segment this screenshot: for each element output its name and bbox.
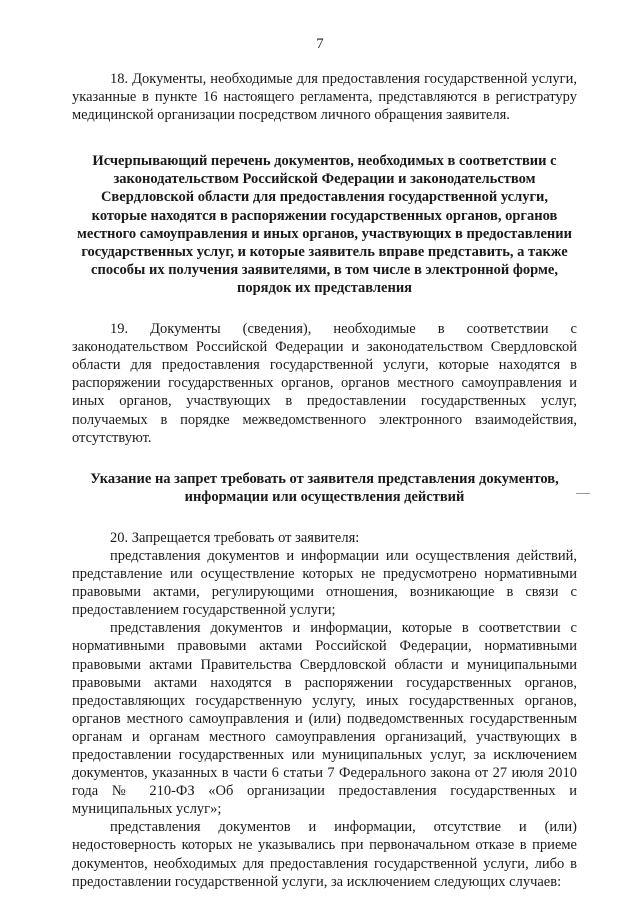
paragraph-20-item-3: представления документов и информации, отсутствие и (или) недостоверность которых не указывались при первоначальном отказе в приеме документов, необходимых для предоставления государственной услуги, либо в предоставлении государственной услуги, за исключением следующих случаев: <box>72 819 577 890</box>
page-number: 7 <box>316 36 324 52</box>
section-heading-documents-list: Исчерпывающий перечень документов, необходимых в соответствии с законодательством Российской Федерации и законодательством Свердловской области для предоставления государственной услуги, которые находятся в распоряжении государственных органов, органов местного самоуправления и иных органов, участвующих в предоставлении государственных услуг, и которые заявитель вправе представить, а также способы их получения заявителями, в том числе в электронной форме, порядок их представления <box>77 153 572 296</box>
paragraph-18: 18. Документы, необходимые для предоставления государственной услуги, указанные в пункте 16 настоящего регламента, представляются в регистратуру медицинской организации посредством личного обращения заявителя. <box>72 71 577 124</box>
paragraph-20-item-2: представления документов и информации, которые в соответствии с нормативными правовыми актами Российской Федерации, нормативными правовыми актами Правительства Свердловской области и муниципальными правовыми актами находятся в распоряжении государственных органов, предоставляющих государственную услугу, иных государственных органов, органов местного самоуправления и (или) подведомственных государственным органам и органам местного самоуправления организаций, участвующих в предоставлении государственных или муниципальных услуг, за исключением документов, указанных в части 6 статьи 7 Федерального закона от 27 июля 2010 года № 210-ФЗ «Об организации предоставления государственных и муниципальных услуг»; <box>72 620 577 818</box>
scan-artifact <box>576 493 590 494</box>
paragraph-20: 20. Запрещается требовать от заявителя: <box>110 529 360 546</box>
section-heading-prohibition: Указание на запрет требовать от заявителя представления документов, информации или осуществления действий <box>90 470 559 505</box>
paragraph-20-item-1: представления документов и информации или осуществления действий, представление или осуществление которых не предусмотрено нормативными правовыми актами, регулирующими отношения, возникающие в связи с предоставлением государственной услуги; <box>72 547 577 619</box>
paragraph-19: 19. Документы (сведения), необходимые в соответствии с законодательством Российской Федерации и законодательством Свердловской области для предоставления государственной услуги, которые находятся в распоряжении государственных органов, органов местного самоуправления и иных органов, участвующих в предоставлении государственных услуг, получаемых в порядке межведомственного электронного взаимодействия, отсутствуют. <box>72 321 577 446</box>
document-body <box>72 70 577 891</box>
